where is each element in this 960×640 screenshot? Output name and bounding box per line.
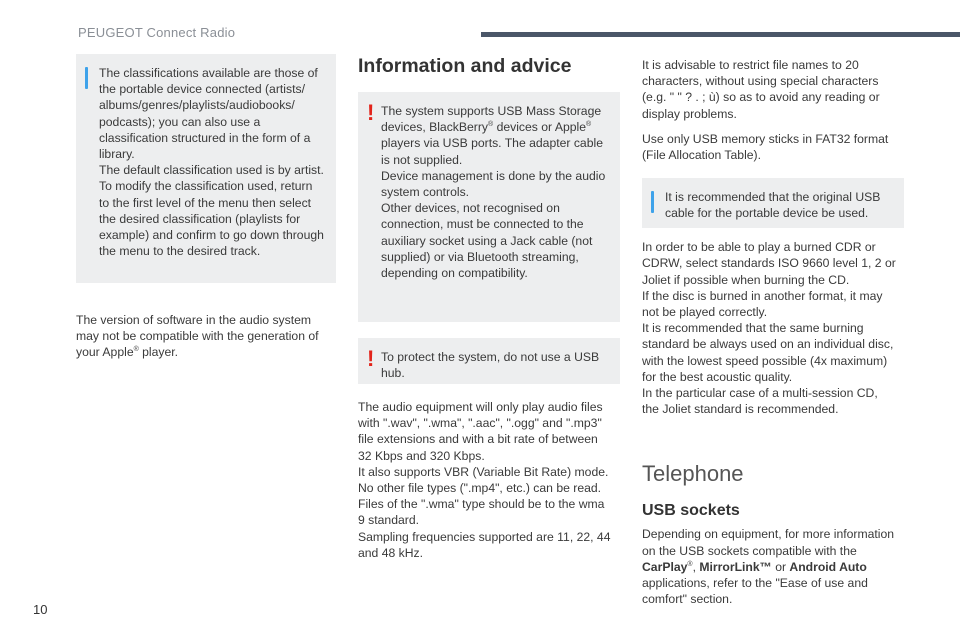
info-icon (651, 191, 654, 213)
note-line: library. (99, 147, 135, 162)
text-blackberry: devices, BlackBerry (381, 120, 489, 135)
para-line: The audio equipment will only play audio files (358, 400, 603, 414)
registered-mark: ® (488, 121, 494, 129)
file-names-paragraph (642, 57, 904, 122)
column-middle (358, 54, 620, 561)
registered-mark: ® (586, 121, 592, 129)
para-line: may not be compatible with the generation of (76, 329, 319, 344)
para-line: Use only USB memory sticks in FAT32 format (642, 131, 889, 146)
note-line: to the first level of the menu then select (99, 195, 312, 210)
registered-mark: ® (133, 346, 139, 354)
note-line: To modify the classification used, return (99, 179, 313, 194)
warning-line: To protect the system, do not use a USB (381, 350, 600, 364)
registered-mark: ® (687, 560, 693, 568)
para-line: 32 Kbps and 320 Kbps. (358, 448, 485, 463)
para-line: with ".wav", ".wma", ".aac", ".ogg" and ".mp3" (358, 416, 602, 431)
info-icon (85, 67, 88, 89)
warning-line: supplied) or via Bluetooth streaming, (381, 249, 579, 264)
note-line: The default classification used is by artist. (99, 163, 324, 178)
para-line: It also supports VBR (Variable Bit Rate) mode. (358, 464, 609, 479)
warning-line: The system supports USB Mass Storage (381, 104, 602, 118)
warning-icon: ! (367, 346, 375, 371)
para-line: file extensions and with a bit rate of between (358, 432, 598, 447)
page-number: 10 (33, 602, 48, 617)
para-line: In the particular case of a multi-session CD, (642, 386, 878, 401)
note-line: example) and confirm to go down through (99, 228, 324, 243)
para-line: It is advisable to restrict file names to 20 (642, 58, 859, 72)
para-line: the Joliet standard is recommended. (642, 402, 839, 417)
para-line: for the best acoustic quality. (642, 369, 793, 384)
cd-burning-paragraph (642, 239, 904, 417)
warning-line: Device management is done by the audio (381, 168, 606, 183)
heading-usb-sockets: USB sockets (642, 502, 740, 520)
warning-line: connection, must be connected to the (381, 217, 584, 232)
note-line: the desired classification (playlists for (99, 211, 301, 226)
warning-line: is not supplied. (381, 152, 463, 167)
fat32-paragraph (642, 131, 904, 163)
para-line (76, 344, 336, 360)
para-line: standard be always used on an individual disc, (642, 337, 894, 352)
para-line: not be played correctly. (642, 305, 768, 320)
warning-icon: ! (367, 100, 375, 125)
para-line: applications, refer to the "Ease of use and (642, 576, 868, 591)
para-line: CDRW, select standards ISO 9660 level 1, 2 or (642, 256, 896, 271)
column-left (76, 54, 336, 361)
note-line: It is recommended that the original USB (665, 190, 881, 205)
software-version-paragraph (76, 312, 336, 361)
info-note-classifications (76, 54, 336, 283)
note-line: the portable device connected (artists/ (99, 82, 305, 97)
para-line: characters, without using special characters (642, 74, 879, 89)
note-line: albums/genres/playlists/audiobooks/ (99, 98, 295, 113)
warning-line (381, 119, 612, 135)
usb-sockets-paragraph (642, 526, 904, 607)
header-title: PEUGEOT Connect Radio (78, 25, 236, 40)
para-line: Depending on equipment, for more information (642, 527, 895, 542)
para-line: with the lowest speed possible (4x maximum) (642, 353, 888, 368)
text-apple: devices or Apple (493, 120, 587, 135)
note-line: classification structured in the form of a (99, 130, 311, 145)
heading-information-advice: Information and advice (358, 55, 572, 77)
para-line: Files of the ".wma" type should be to the wma (358, 497, 605, 512)
para-line: comfort" section. (642, 592, 733, 607)
note-line: The classifications available are those of (99, 66, 318, 80)
para-line: The version of software in the audio system (76, 313, 312, 327)
warning-line: players via USB ports. The adapter cable (381, 136, 603, 151)
note-line: cable for the portable device be used. (665, 206, 869, 221)
para-line: Sampling frequencies supported are 11, 22, 44 (358, 529, 611, 544)
para-line: In order to be able to play a burned CDR or (642, 240, 876, 255)
column-right (642, 57, 904, 607)
info-note-usb-cable (642, 178, 904, 228)
para-line: No other file types (".mp4", etc.) can be read. (358, 481, 602, 496)
text-or: or (771, 559, 790, 574)
header-bar (481, 32, 960, 37)
note-line: podcasts); you can also use a (99, 114, 261, 129)
para-line: and 48 kHz. (358, 545, 424, 560)
para-line: 9 standard. (358, 513, 419, 528)
warning-line: depending on compatibility. (381, 266, 528, 281)
warning-line: auxiliary socket using a Jack cable (not (381, 233, 593, 248)
text-mirrorlink: MirrorLink™ (699, 559, 772, 574)
text-carplay: CarPlay (642, 559, 688, 574)
para-line (642, 559, 904, 575)
audio-formats-paragraph (358, 399, 620, 561)
warning-note-usb-support (358, 92, 620, 322)
warning-line: system controls. (381, 185, 470, 200)
text-android-auto: Android Auto (789, 559, 867, 574)
para-line: If the disc is burned in another format, it may (642, 288, 883, 303)
para-line: Joliet if possible when burning the CD. (642, 272, 850, 287)
para-line: (File Allocation Table). (642, 148, 761, 163)
text-comma: , (692, 559, 700, 574)
para-line: display problems. (642, 106, 737, 121)
para-line: (e.g. " " ? . ; ù) so as to avoid any reading or (642, 90, 880, 105)
section-title-telephone: Telephone (642, 461, 744, 487)
text-apple: your Apple (76, 345, 134, 360)
warning-line: Other devices, not recognised on (381, 201, 560, 216)
para-line: It is recommended that the same burning (642, 321, 864, 336)
warning-note-usb-hub (358, 338, 620, 384)
text-player: player. (138, 345, 179, 360)
warning-line: hub. (381, 366, 405, 381)
para-line: on the USB sockets compatible with the (642, 543, 857, 558)
note-line: the menu to the desired track. (99, 244, 261, 259)
